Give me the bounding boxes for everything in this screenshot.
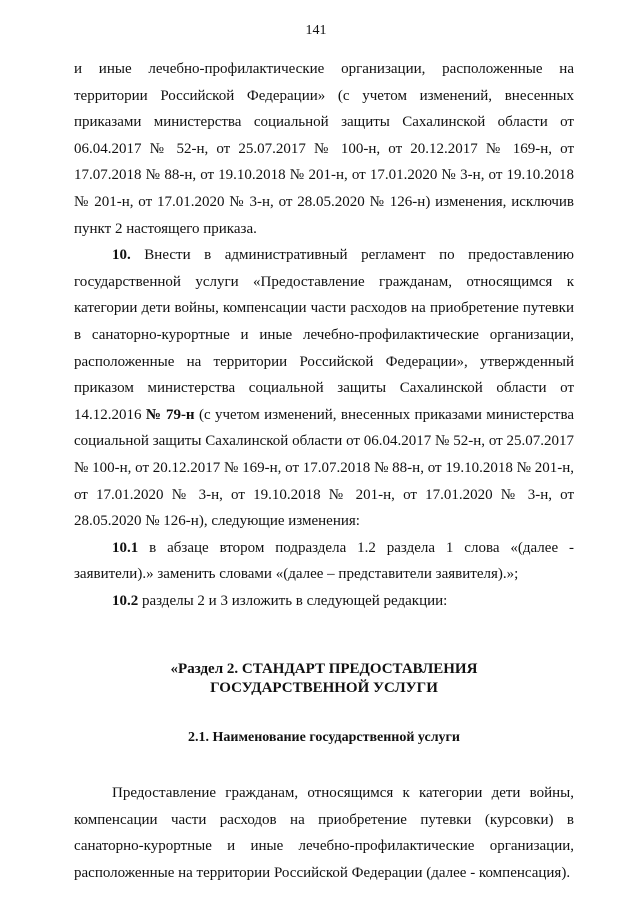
section-title xyxy=(74,660,574,698)
paragraph-item-10 xyxy=(74,242,574,535)
paragraph-text: разделы 2 и 3 изложить в следующей редакции: xyxy=(138,592,448,609)
paragraph-item-10-2 xyxy=(74,588,574,615)
order-number: № 79-н xyxy=(145,406,195,423)
item-number: 10.1 xyxy=(112,539,139,556)
paragraph-text: (с учетом изменений, внесенных приказами министерства социальной защиты Сахалинской области от 06.04.2017 № 52-н, от 25.07.2017 № 100-н, от 20.12.2017 № 169-н, от 17.07.2018 № 88-н, от 19.10.2018 № 201-н, от 17.01.2020 № 3-н, от 19.10.2018 № 201-н, от 17.01.2020 № 3-н, от 28.05.2020 № 126-н), следующие изменения: xyxy=(74,406,574,530)
paragraph-text: Внести в административный регламент по предоставлению государственной услуги «Предоставление гражданам, относящимся к категории дети войны, компенсации части расходов на приобретение путевки в санаторно-курортные и иные лечебно-профилактические организации, расположенные на территории Российской Федерации», утвержденный приказом министерства социальной защиты Сахалинской области от 14.12.2016 xyxy=(74,247,574,423)
page-number: 141 xyxy=(305,23,327,38)
section-title-line-1: «Раздел 2. СТАНДАРТ ПРЕДОСТАВЛЕНИЯ xyxy=(170,661,478,678)
item-number: 10. xyxy=(112,247,131,264)
paragraph-text: в абзаце втором подраздела 1.2 раздела 1 слова «(далее - заявители).» заменить словами «(далее – представители заявителя).»; xyxy=(74,539,574,583)
paragraph-service-name: Предоставление гражданам, относящимся к категории дети войны, компенсации части расходов на приобретение путевки (курсовки) в санаторно-курортные и иные лечебно-профилактические организации, расположенные на территории Российской Федерации (далее - компенсация). xyxy=(74,785,574,881)
paragraph-item-10-1 xyxy=(74,535,574,588)
paragraph-continuation: и иные лечебно-профилактические организации, расположенные на территории Российской Федерации» (с учетом изменений, внесенных приказами министерства социальной защиты Сахалинской области от 06.04.2017 № 52-н, от 25.07.2017 № 100-н, от 20.12.2017 № 169-н, от 17.07.2018 № 88-н, от 19.10.2018 № 201-н, от 17.01.2020 № 3-н, от 19.10.2018 № 201-н, от 17.01.2020 № 3-н, от 28.05.2020 № 126-н) изменения, исключив пункт 2 настоящего приказа. xyxy=(74,61,574,237)
item-number: 10.2 xyxy=(112,592,139,609)
subsection-title: 2.1. Наименование государственной услуги xyxy=(188,730,460,746)
document-body xyxy=(74,56,574,886)
section-title-line-2: ГОСУДАРСТВЕННОЙ УСЛУГИ xyxy=(210,680,438,697)
